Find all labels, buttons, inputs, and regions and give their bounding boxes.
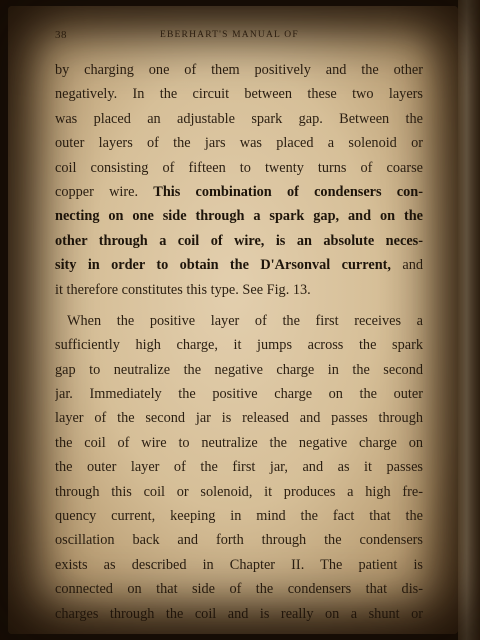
text-line [55,358,423,382]
text-run: exists as described in Chapter II. The patient is [55,556,423,573]
text-run: negatively. In the circuit between these two layers [55,86,423,103]
running-head: EBERHART'S MANUAL OF [160,30,299,40]
text-run: coil consisting of fifteen to twenty turns of coarse [55,159,423,176]
page-header [55,29,420,45]
text-run: quency current, keeping in mind the fact that the [55,508,423,525]
bold-text: sity in order to obtain the D'Arsonval current, [55,257,391,274]
text-line [55,131,423,155]
text-line [55,504,423,528]
body-text [55,58,423,626]
text-line [55,382,423,406]
text-run: connected on that side of the condensers that dis- [55,581,423,598]
text-line [55,309,423,333]
bold-text: other through a coil of wire, is an absolute neces- [55,232,423,249]
text-run: layer of the second jar is released and passes through [55,410,423,427]
text-run: jar. Immediately the positive charge on the outer [55,386,423,403]
book-spine [458,0,480,640]
text-line [55,156,423,180]
text-run: the coil of wire to neutralize the negative charge on [55,434,423,451]
bold-text: necting on one side through a spark gap, and on the [55,208,423,225]
bold-text: This combination of condensers con- [153,183,423,200]
text-line [55,229,423,253]
text-line [55,107,423,131]
text-line [55,553,423,577]
text-run: and [390,257,423,274]
paragraph-2 [55,309,423,626]
text-line [55,58,423,82]
text-run: the outer layer of the first jar, and as it passes [55,459,423,476]
paragraph-1 [55,58,423,302]
text-run: copper wire. [55,183,154,200]
text-line [55,455,423,479]
text-line [55,82,423,106]
text-run: through this coil or solenoid, it produces a high fre- [55,483,423,500]
text-line [55,253,423,277]
text-line [55,204,423,228]
text-line [55,602,423,626]
text-line [55,406,423,430]
text-run: oscillation back and forth through the condensers [55,532,423,549]
text-line [55,180,423,204]
text-run: it therefore constitutes this type. See Fig. 13. [55,281,311,298]
text-line [55,577,423,601]
text-run: sufficiently high charge, it jumps across the spark [55,337,423,354]
page-number: 38 [55,29,67,41]
text-line [55,431,423,455]
text-run: was placed an adjustable spark gap. Between the [55,110,423,127]
text-run: gap to neutralize the negative charge in the second [55,361,423,378]
text-run: outer layers of the jars was placed a solenoid or [55,135,423,152]
text-line [55,528,423,552]
text-line [55,278,423,302]
text-run: charges through the coil and is really on a shunt or [55,605,423,622]
text-line [55,333,423,357]
text-line [55,480,423,504]
text-run: by charging one of them positively and the other [55,62,423,78]
text-run: When the positive layer of the first receives a [67,312,423,329]
